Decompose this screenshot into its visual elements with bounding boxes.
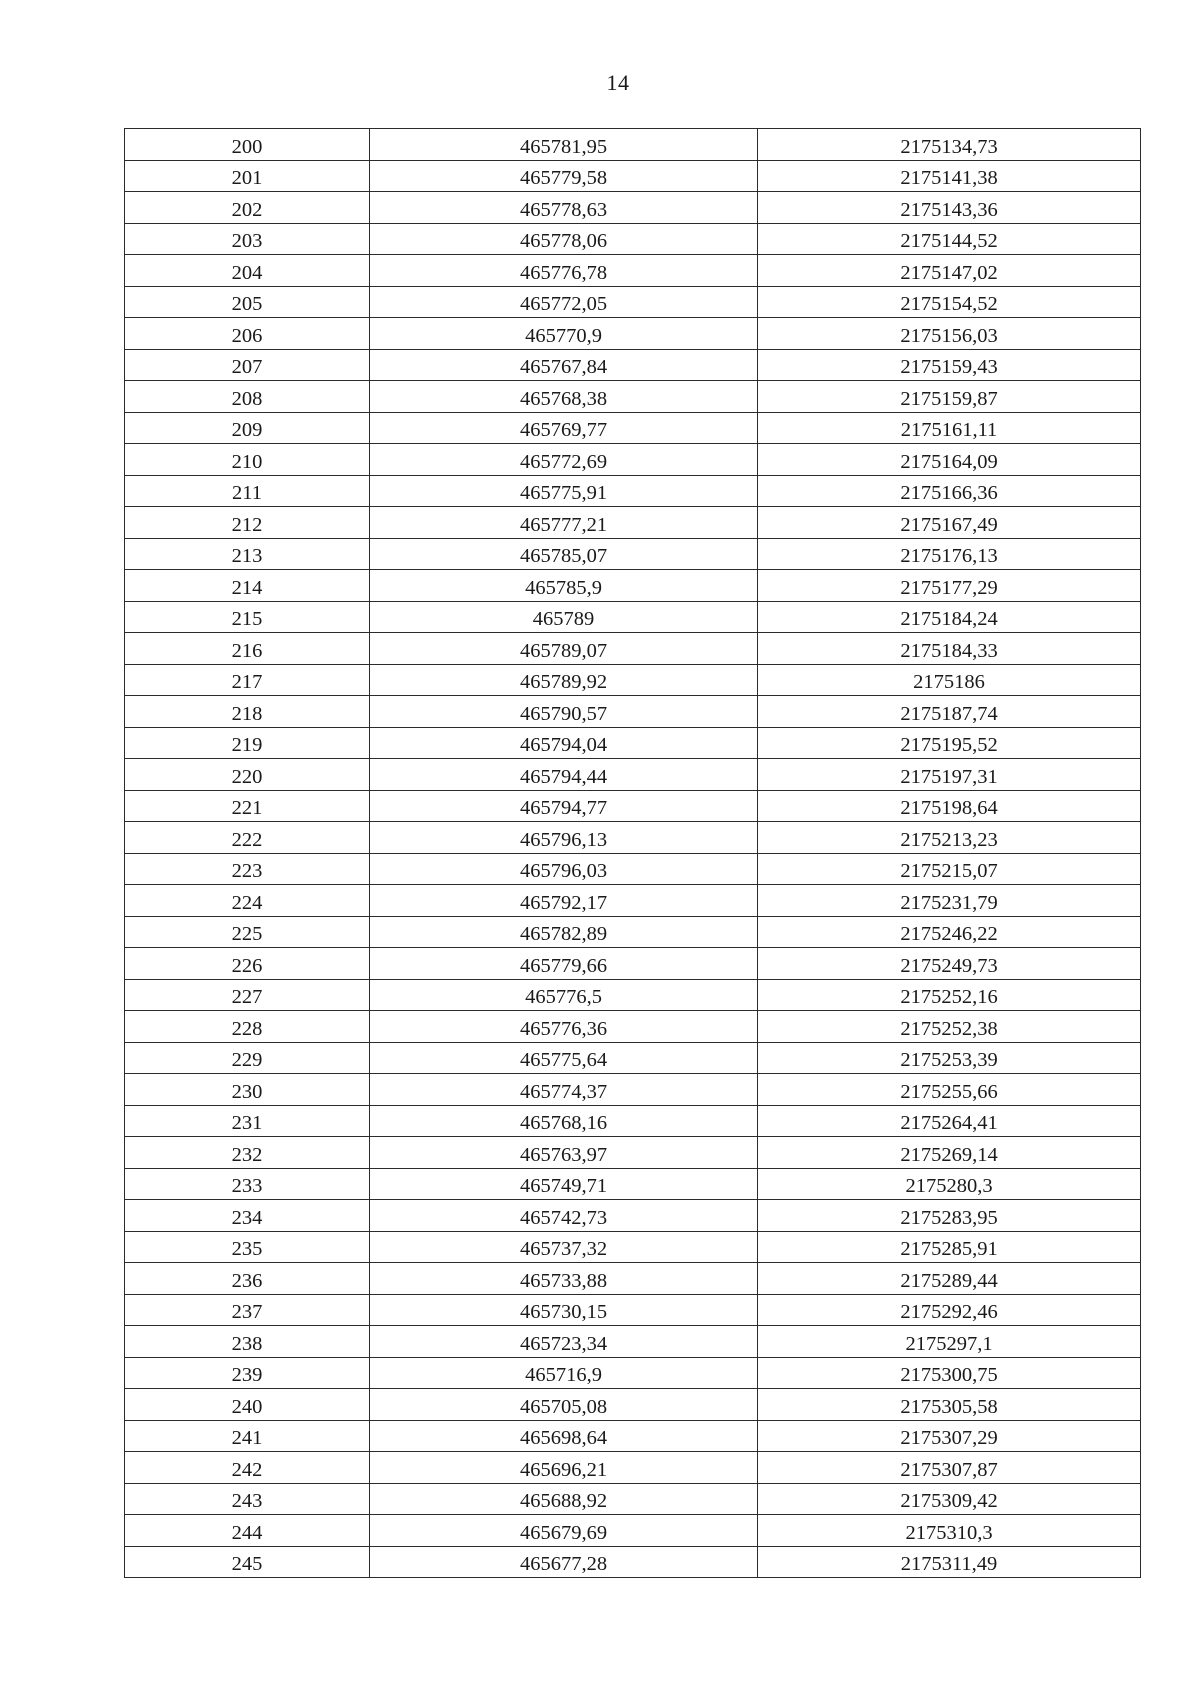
point-number-cell: 211 — [125, 475, 370, 507]
table-row — [125, 255, 1141, 287]
point-number-cell: 245 — [125, 1546, 370, 1578]
point-number-cell: 201 — [125, 160, 370, 192]
y-coordinate-cell: 2175167,49 — [758, 507, 1141, 539]
point-number-cell: 225 — [125, 916, 370, 948]
table-row — [125, 1137, 1141, 1169]
point-number-cell: 234 — [125, 1200, 370, 1232]
y-coordinate-cell: 2175300,75 — [758, 1357, 1141, 1389]
point-number-cell: 204 — [125, 255, 370, 287]
y-coordinate-cell: 2175283,95 — [758, 1200, 1141, 1232]
x-coordinate-cell: 465778,63 — [370, 192, 758, 224]
x-coordinate-cell: 465796,03 — [370, 853, 758, 885]
y-coordinate-cell: 2175186 — [758, 664, 1141, 696]
x-coordinate-cell: 465688,92 — [370, 1483, 758, 1515]
x-coordinate-cell: 465785,9 — [370, 570, 758, 602]
x-coordinate-cell: 465775,64 — [370, 1042, 758, 1074]
x-coordinate-cell: 465679,69 — [370, 1515, 758, 1547]
table-row — [125, 696, 1141, 728]
x-coordinate-cell: 465723,34 — [370, 1326, 758, 1358]
table-row — [125, 1483, 1141, 1515]
table-row — [125, 1011, 1141, 1043]
y-coordinate-cell: 2175269,14 — [758, 1137, 1141, 1169]
point-number-cell: 208 — [125, 381, 370, 413]
point-number-cell: 214 — [125, 570, 370, 602]
x-coordinate-cell: 465789,92 — [370, 664, 758, 696]
x-coordinate-cell: 465790,57 — [370, 696, 758, 728]
y-coordinate-cell: 2175177,29 — [758, 570, 1141, 602]
table-row — [125, 318, 1141, 350]
table-row — [125, 444, 1141, 476]
point-number-cell: 236 — [125, 1263, 370, 1295]
point-number-cell: 222 — [125, 822, 370, 854]
point-number-cell: 219 — [125, 727, 370, 759]
point-number-cell: 229 — [125, 1042, 370, 1074]
y-coordinate-cell: 2175147,02 — [758, 255, 1141, 287]
coordinates-table — [124, 128, 1141, 1578]
table-row — [125, 633, 1141, 665]
point-number-cell: 200 — [125, 129, 370, 161]
y-coordinate-cell: 2175307,29 — [758, 1420, 1141, 1452]
point-number-cell: 233 — [125, 1168, 370, 1200]
y-coordinate-cell: 2175252,16 — [758, 979, 1141, 1011]
point-number-cell: 218 — [125, 696, 370, 728]
x-coordinate-cell: 465785,07 — [370, 538, 758, 570]
point-number-cell: 213 — [125, 538, 370, 570]
point-number-cell: 203 — [125, 223, 370, 255]
x-coordinate-cell: 465768,38 — [370, 381, 758, 413]
table-row — [125, 223, 1141, 255]
x-coordinate-cell: 465716,9 — [370, 1357, 758, 1389]
y-coordinate-cell: 2175309,42 — [758, 1483, 1141, 1515]
table-row — [125, 1452, 1141, 1484]
x-coordinate-cell: 465794,04 — [370, 727, 758, 759]
x-coordinate-cell: 465772,05 — [370, 286, 758, 318]
y-coordinate-cell: 2175195,52 — [758, 727, 1141, 759]
x-coordinate-cell: 465768,16 — [370, 1105, 758, 1137]
x-coordinate-cell: 465789 — [370, 601, 758, 633]
table-row — [125, 979, 1141, 1011]
table-row — [125, 759, 1141, 791]
y-coordinate-cell: 2175187,74 — [758, 696, 1141, 728]
y-coordinate-cell: 2175144,52 — [758, 223, 1141, 255]
point-number-cell: 242 — [125, 1452, 370, 1484]
y-coordinate-cell: 2175297,1 — [758, 1326, 1141, 1358]
x-coordinate-cell: 465779,66 — [370, 948, 758, 980]
y-coordinate-cell: 2175159,87 — [758, 381, 1141, 413]
table-row — [125, 822, 1141, 854]
y-coordinate-cell: 2175213,23 — [758, 822, 1141, 854]
y-coordinate-cell: 2175280,3 — [758, 1168, 1141, 1200]
x-coordinate-cell: 465774,37 — [370, 1074, 758, 1106]
point-number-cell: 217 — [125, 664, 370, 696]
table-row — [125, 1294, 1141, 1326]
y-coordinate-cell: 2175184,24 — [758, 601, 1141, 633]
x-coordinate-cell: 465696,21 — [370, 1452, 758, 1484]
y-coordinate-cell: 2175159,43 — [758, 349, 1141, 381]
table-row — [125, 1168, 1141, 1200]
x-coordinate-cell: 465737,32 — [370, 1231, 758, 1263]
y-coordinate-cell: 2175231,79 — [758, 885, 1141, 917]
y-coordinate-cell: 2175305,58 — [758, 1389, 1141, 1421]
y-coordinate-cell: 2175164,09 — [758, 444, 1141, 476]
table-row — [125, 853, 1141, 885]
point-number-cell: 216 — [125, 633, 370, 665]
table-row — [125, 286, 1141, 318]
point-number-cell: 215 — [125, 601, 370, 633]
table-row — [125, 1074, 1141, 1106]
point-number-cell: 223 — [125, 853, 370, 885]
y-coordinate-cell: 2175307,87 — [758, 1452, 1141, 1484]
page-number: 14 — [606, 70, 630, 95]
point-number-cell: 228 — [125, 1011, 370, 1043]
table-row — [125, 507, 1141, 539]
table-row — [125, 601, 1141, 633]
x-coordinate-cell: 465677,28 — [370, 1546, 758, 1578]
table-row — [125, 948, 1141, 980]
point-number-cell: 207 — [125, 349, 370, 381]
y-coordinate-cell: 2175255,66 — [758, 1074, 1141, 1106]
point-number-cell: 231 — [125, 1105, 370, 1137]
table-row — [125, 1515, 1141, 1547]
point-number-cell: 202 — [125, 192, 370, 224]
table-row — [125, 381, 1141, 413]
point-number-cell: 237 — [125, 1294, 370, 1326]
point-number-cell: 227 — [125, 979, 370, 1011]
table-row — [125, 664, 1141, 696]
table-row — [125, 1105, 1141, 1137]
table-row — [125, 129, 1141, 161]
y-coordinate-cell: 2175156,03 — [758, 318, 1141, 350]
x-coordinate-cell: 465794,44 — [370, 759, 758, 791]
point-number-cell: 205 — [125, 286, 370, 318]
y-coordinate-cell: 2175292,46 — [758, 1294, 1141, 1326]
y-coordinate-cell: 2175141,38 — [758, 160, 1141, 192]
point-number-cell: 244 — [125, 1515, 370, 1547]
x-coordinate-cell: 465705,08 — [370, 1389, 758, 1421]
y-coordinate-cell: 2175285,91 — [758, 1231, 1141, 1263]
table-row — [125, 349, 1141, 381]
x-coordinate-cell: 465778,06 — [370, 223, 758, 255]
point-number-cell: 230 — [125, 1074, 370, 1106]
point-number-cell: 240 — [125, 1389, 370, 1421]
table-row — [125, 1326, 1141, 1358]
y-coordinate-cell: 2175246,22 — [758, 916, 1141, 948]
x-coordinate-cell: 465779,58 — [370, 160, 758, 192]
table-row — [125, 192, 1141, 224]
x-coordinate-cell: 465730,15 — [370, 1294, 758, 1326]
table-row — [125, 1357, 1141, 1389]
x-coordinate-cell: 465776,36 — [370, 1011, 758, 1043]
x-coordinate-cell: 465770,9 — [370, 318, 758, 350]
y-coordinate-cell: 2175264,41 — [758, 1105, 1141, 1137]
y-coordinate-cell: 2175310,3 — [758, 1515, 1141, 1547]
table-row — [125, 1042, 1141, 1074]
point-number-cell: 232 — [125, 1137, 370, 1169]
y-coordinate-cell: 2175198,64 — [758, 790, 1141, 822]
table-row — [125, 1546, 1141, 1578]
table-row — [125, 916, 1141, 948]
y-coordinate-cell: 2175184,33 — [758, 633, 1141, 665]
x-coordinate-cell: 465733,88 — [370, 1263, 758, 1295]
y-coordinate-cell: 2175252,38 — [758, 1011, 1141, 1043]
y-coordinate-cell: 2175154,52 — [758, 286, 1141, 318]
x-coordinate-cell: 465776,78 — [370, 255, 758, 287]
table-row — [125, 1389, 1141, 1421]
y-coordinate-cell: 2175249,73 — [758, 948, 1141, 980]
x-coordinate-cell: 465777,21 — [370, 507, 758, 539]
y-coordinate-cell: 2175166,36 — [758, 475, 1141, 507]
x-coordinate-cell: 465772,69 — [370, 444, 758, 476]
table-row — [125, 790, 1141, 822]
x-coordinate-cell: 465782,89 — [370, 916, 758, 948]
x-coordinate-cell: 465767,84 — [370, 349, 758, 381]
table-row — [125, 570, 1141, 602]
x-coordinate-cell: 465792,17 — [370, 885, 758, 917]
point-number-cell: 239 — [125, 1357, 370, 1389]
x-coordinate-cell: 465781,95 — [370, 129, 758, 161]
x-coordinate-cell: 465763,97 — [370, 1137, 758, 1169]
x-coordinate-cell: 465698,64 — [370, 1420, 758, 1452]
y-coordinate-cell: 2175197,31 — [758, 759, 1141, 791]
y-coordinate-cell: 2175161,11 — [758, 412, 1141, 444]
table-row — [125, 160, 1141, 192]
table-row — [125, 727, 1141, 759]
table-row — [125, 1420, 1141, 1452]
y-coordinate-cell: 2175253,39 — [758, 1042, 1141, 1074]
y-coordinate-cell: 2175215,07 — [758, 853, 1141, 885]
point-number-cell: 235 — [125, 1231, 370, 1263]
point-number-cell: 241 — [125, 1420, 370, 1452]
point-number-cell: 209 — [125, 412, 370, 444]
point-number-cell: 224 — [125, 885, 370, 917]
y-coordinate-cell: 2175311,49 — [758, 1546, 1141, 1578]
point-number-cell: 206 — [125, 318, 370, 350]
x-coordinate-cell: 465794,77 — [370, 790, 758, 822]
table-row — [125, 475, 1141, 507]
coordinates-table-body — [125, 129, 1141, 1578]
x-coordinate-cell: 465749,71 — [370, 1168, 758, 1200]
table-row — [125, 1200, 1141, 1232]
table-row — [125, 412, 1141, 444]
table-row — [125, 538, 1141, 570]
y-coordinate-cell: 2175289,44 — [758, 1263, 1141, 1295]
point-number-cell: 212 — [125, 507, 370, 539]
table-row — [125, 1263, 1141, 1295]
point-number-cell: 243 — [125, 1483, 370, 1515]
table-row — [125, 1231, 1141, 1263]
y-coordinate-cell: 2175143,36 — [758, 192, 1141, 224]
y-coordinate-cell: 2175176,13 — [758, 538, 1141, 570]
table-row — [125, 885, 1141, 917]
x-coordinate-cell: 465775,91 — [370, 475, 758, 507]
point-number-cell: 210 — [125, 444, 370, 476]
point-number-cell: 220 — [125, 759, 370, 791]
x-coordinate-cell: 465742,73 — [370, 1200, 758, 1232]
x-coordinate-cell: 465769,77 — [370, 412, 758, 444]
point-number-cell: 221 — [125, 790, 370, 822]
point-number-cell: 238 — [125, 1326, 370, 1358]
x-coordinate-cell: 465776,5 — [370, 979, 758, 1011]
point-number-cell: 226 — [125, 948, 370, 980]
x-coordinate-cell: 465796,13 — [370, 822, 758, 854]
x-coordinate-cell: 465789,07 — [370, 633, 758, 665]
y-coordinate-cell: 2175134,73 — [758, 129, 1141, 161]
